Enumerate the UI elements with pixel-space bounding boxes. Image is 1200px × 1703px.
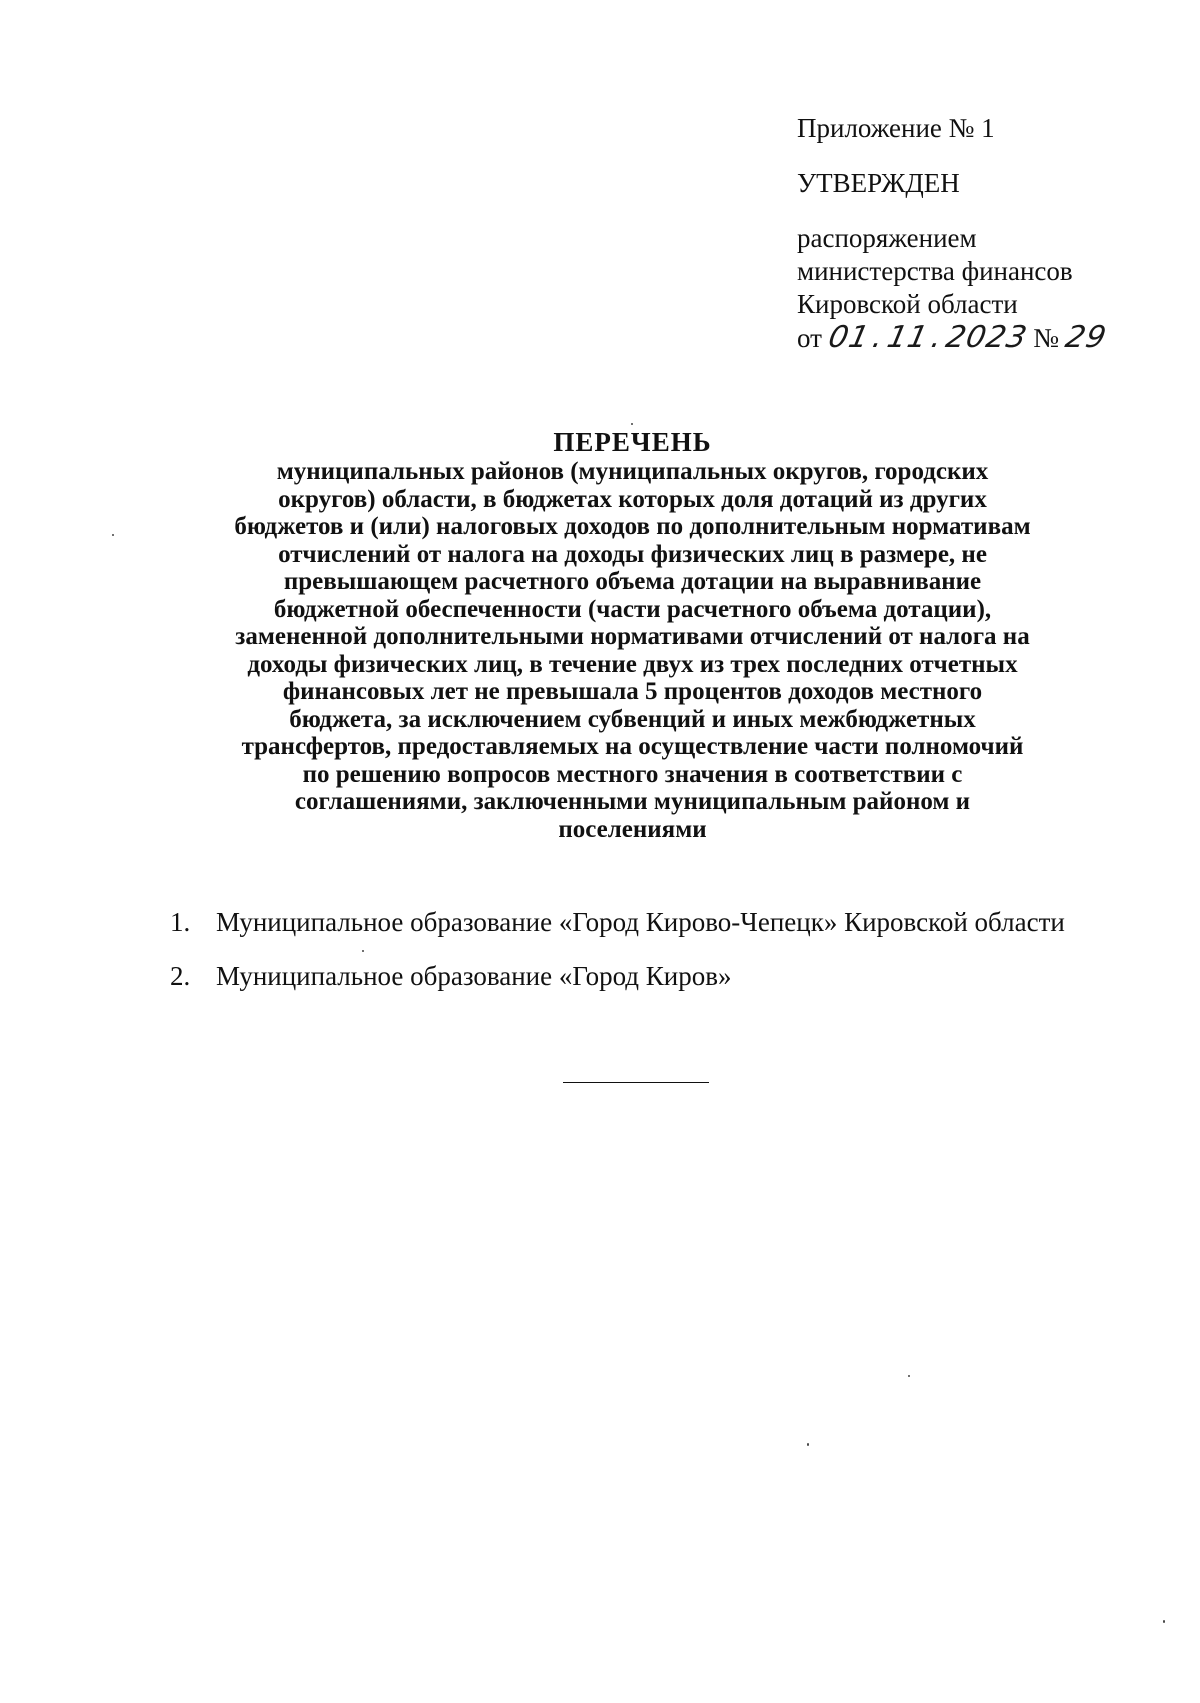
subtitle-line: замененной дополнительными нормативами отчислений от налога на xyxy=(235,623,1030,650)
subtitle-line: бюджетов и (или) налоговых доходов по дополнительным нормативам xyxy=(234,513,1031,540)
subtitle-line: бюджета, за исключением субвенций и иных межбюджетных xyxy=(289,705,976,733)
scan-speck xyxy=(1163,1620,1165,1623)
closing-rule xyxy=(563,1082,709,1083)
document-subtitle xyxy=(170,458,1095,843)
scan-speck xyxy=(908,1375,910,1377)
document-title: ПЕРЕЧЕНЬ xyxy=(553,427,712,457)
subtitle-line: бюджетной обеспеченности (части расчетного объема дотации), xyxy=(273,595,992,623)
list-item-number: 1. xyxy=(170,907,191,937)
date-year: 2023 xyxy=(942,320,1031,355)
scan-speck xyxy=(112,534,114,536)
handwritten-decree-number: 29 xyxy=(1062,320,1110,355)
list-item-text: Муниципальное образование «Город Киров» xyxy=(216,961,732,991)
subtitle-line: округов) области, в бюджетах которых доля дотаций из других xyxy=(278,485,987,513)
list-item xyxy=(170,960,1095,992)
approved-by-line-2: министерства финансов xyxy=(797,256,1073,286)
document-title-block xyxy=(170,426,1095,843)
scan-speck xyxy=(631,423,633,425)
handwritten-date: 01.11.2023 xyxy=(824,320,1031,355)
list-item-text: Муниципальное образование «Город Кирово-Чепецк» Кировской области xyxy=(216,907,1065,937)
subtitle-line: превышающем расчетного объема дотации на выравнивание xyxy=(283,568,982,595)
list-item-number: 2. xyxy=(170,961,191,991)
date-prefix: от xyxy=(797,323,822,353)
subtitle-line: отчислений от налога на доходы физических лиц в размере, не xyxy=(278,540,987,568)
list-item xyxy=(170,906,1095,938)
subtitle-line: поселениями xyxy=(558,815,707,843)
approved-by-line-1: распоряжением xyxy=(797,223,977,253)
subtitle-line: трансфертов, предоставляемых на осуществление части полномочий xyxy=(241,733,1024,760)
date-month: 11 xyxy=(883,320,932,355)
subtitle-line: по решению вопросов местного значения в соответствии с xyxy=(302,760,963,788)
subtitle-line: муниципальных районов (муниципальных округов, городских xyxy=(276,458,989,485)
decree-date-line xyxy=(797,321,1177,355)
appendix-number: Приложение № 1 xyxy=(797,113,995,143)
municipality-list xyxy=(170,906,1095,1014)
date-day: 01 xyxy=(824,320,873,355)
scan-speck xyxy=(362,950,364,952)
number-sign: № xyxy=(1033,323,1060,353)
subtitle-line: финансовых лет не превышала 5 процентов доходов местного xyxy=(282,678,983,705)
approval-block xyxy=(797,112,1177,355)
subtitle-line: доходы физических лиц, в течение двух из трех последних отчетных xyxy=(247,650,1018,678)
approved-by-line-3: Кировской области xyxy=(797,289,1018,319)
approved-stamp-text: УТВЕРЖДЕН xyxy=(797,168,960,198)
subtitle-line: соглашениями, заключенными муниципальным районом и xyxy=(294,788,971,815)
scan-speck xyxy=(807,1443,809,1446)
